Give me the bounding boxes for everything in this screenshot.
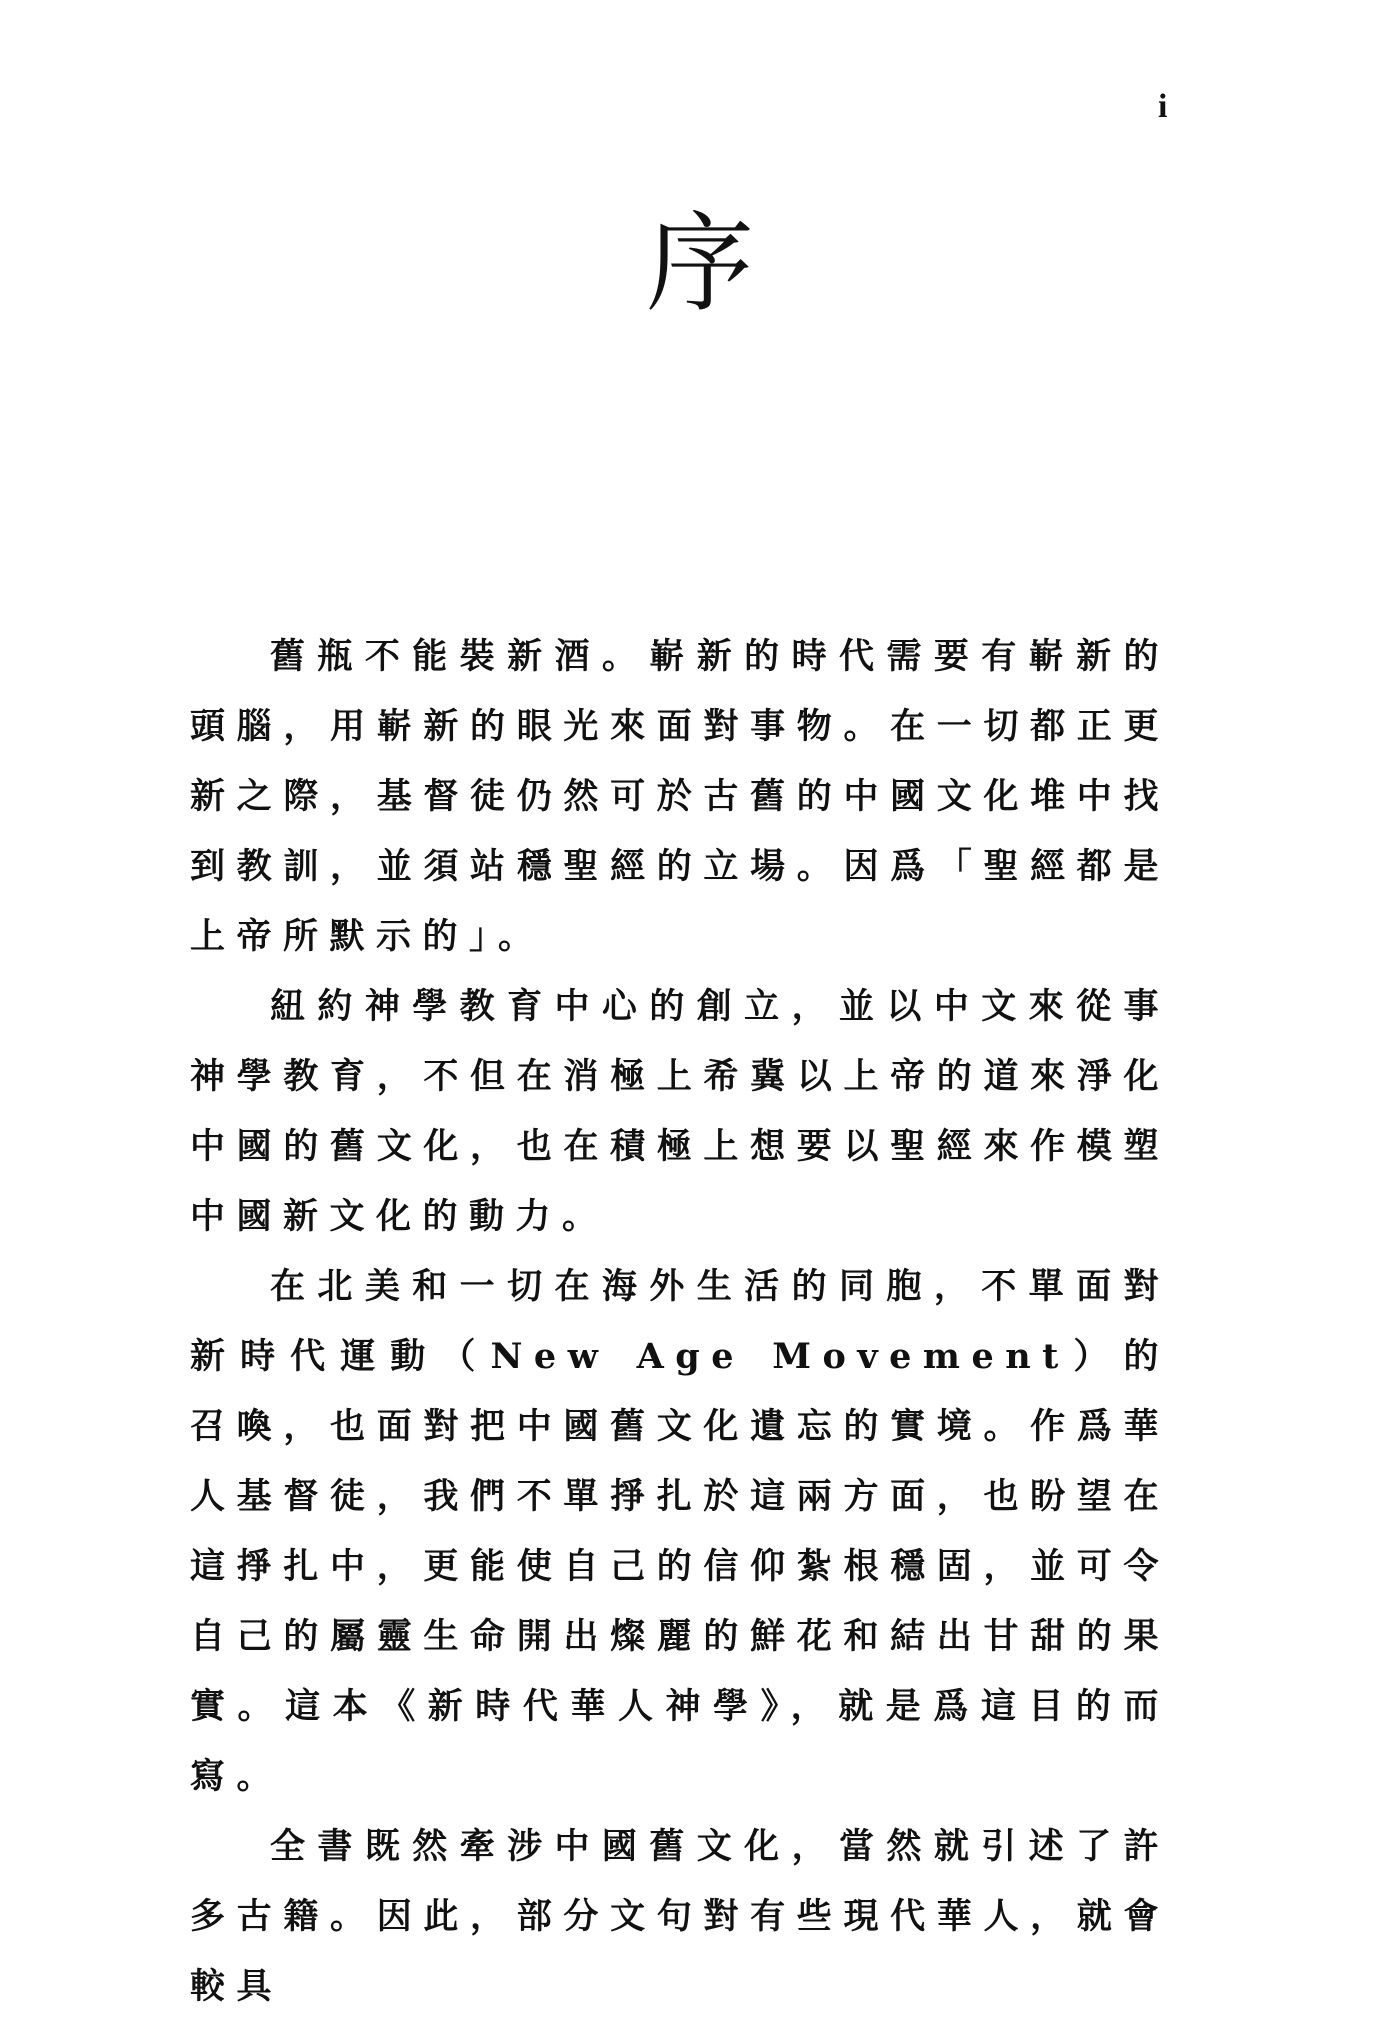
paragraph: 在北美和一切在海外生活的同胞，不單面對新時代運動（New Age Movement）的召喚，也面對把中國舊文化遺忘的實境。作爲華人基督徒，我們不單掙扎於這兩方面，也盼望在這掙扎中，更能使自己的信仰紮根穩固，並可令自己的屬靈生命開出燦麗的鮮花和結出甘甜的果實。這本《新時代華人神學》，就是爲這目的而寫。 <box>190 1266 1170 1797</box>
page-title: 序 <box>645 202 754 327</box>
body-text <box>190 622 1170 2022</box>
paragraph: 舊瓶不能裝新酒。嶄新的時代需要有嶄新的頭腦，用嶄新的眼光來面對事物。在一切都正更新之際，基督徒仍然可於古舊的中國文化堆中找到教訓，並須站穩聖經的立場。因爲「聖經都是上帝所默示的」。 <box>190 636 1170 957</box>
page-number: i <box>1158 88 1168 125</box>
paragraph: 紐約神學教育中心的創立，並以中文來從事神學教育，不但在消極上希冀以上帝的道來淨化中國的舊文化，也在積極上想要以聖經來作模塑中國新文化的動力。 <box>190 986 1170 1237</box>
paragraph: 全書既然牽涉中國舊文化，當然就引述了許多古籍。因此，部分文句對有些現代華人，就會較具 <box>190 1826 1170 2007</box>
